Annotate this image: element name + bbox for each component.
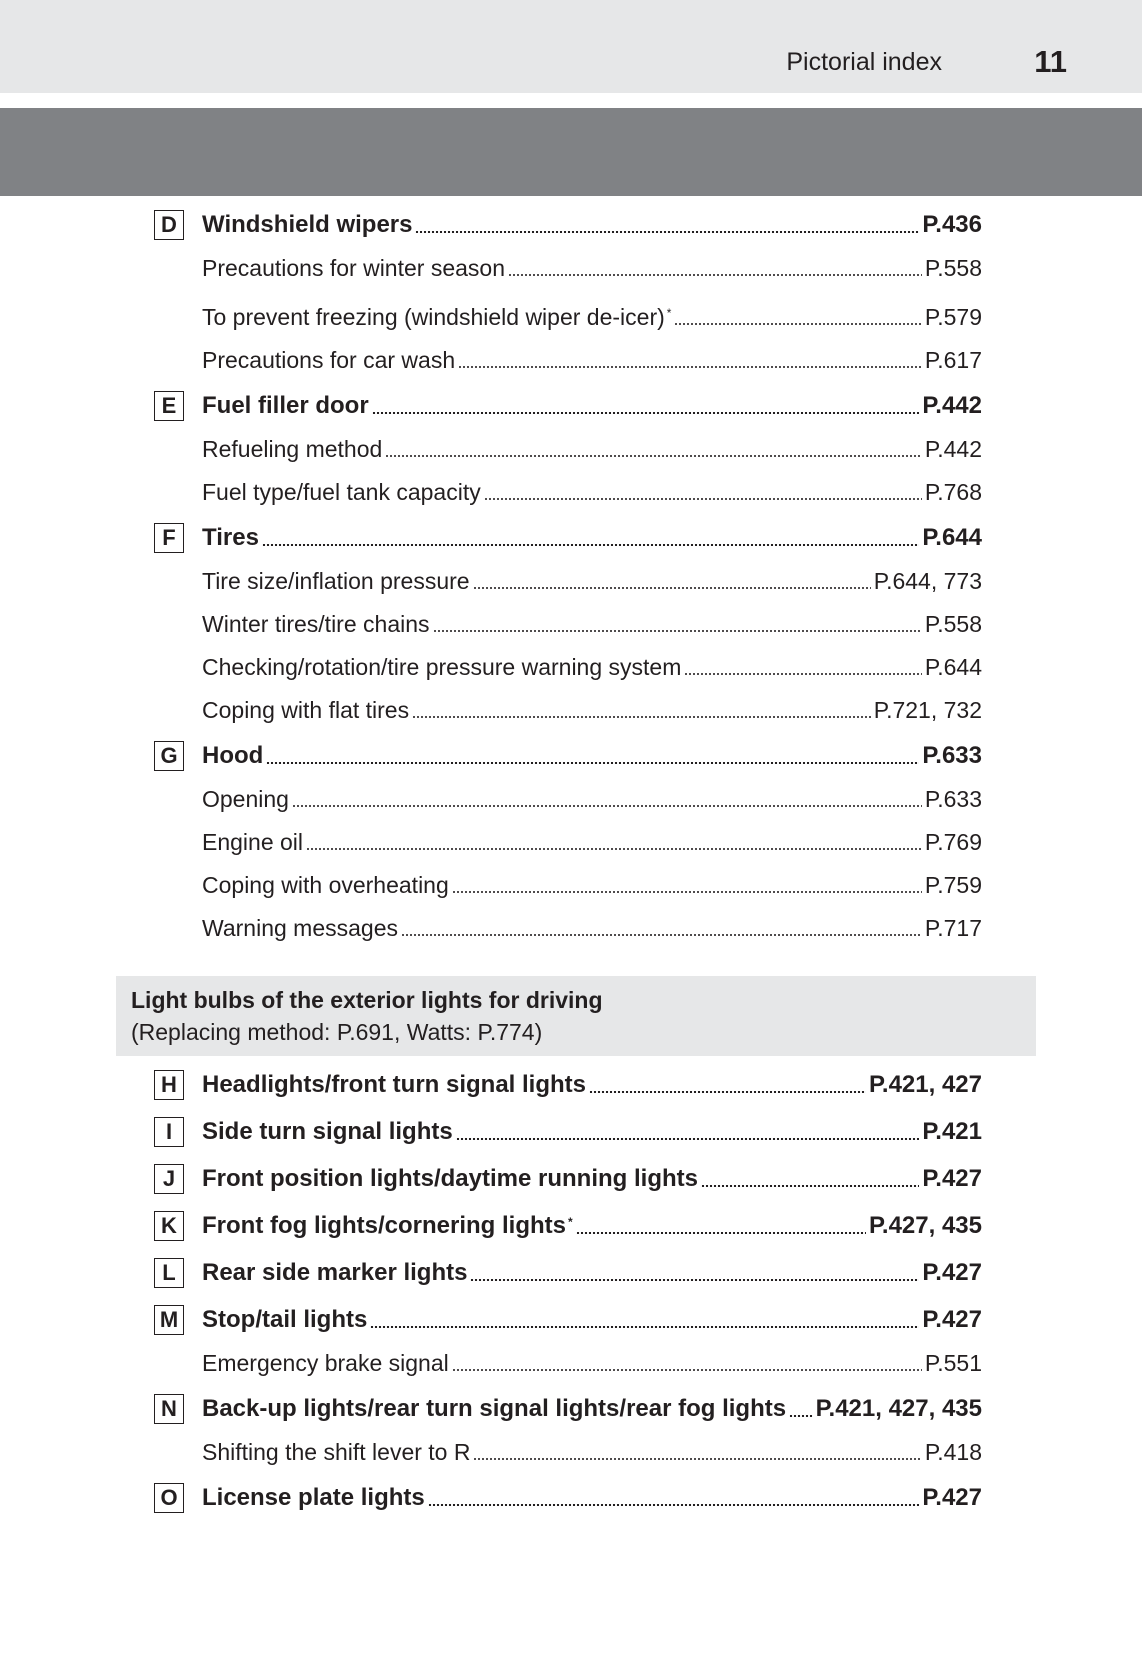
lights-box-title: Light bulbs of the exterior lights for driving [131, 987, 603, 1013]
index-heading [202, 1300, 982, 1340]
dot-leader [372, 412, 920, 414]
index-entry[interactable] [154, 1159, 982, 1199]
index-entry[interactable] [154, 647, 982, 687]
index-entry[interactable] [154, 297, 982, 337]
callout-letter: H [154, 1070, 184, 1100]
lights-box-subtitle: (Replacing method: P.691, Watts: P.774) [131, 1019, 543, 1045]
entry-label: Precautions for winter season [202, 254, 505, 281]
page-reference[interactable]: P.558 [924, 254, 982, 281]
index-subentry [202, 690, 982, 730]
index-heading [202, 1159, 982, 1199]
index-subentry [202, 297, 982, 337]
page-reference[interactable]: P.442 [924, 435, 982, 462]
callout-letter: N [154, 1394, 184, 1424]
dot-leader [508, 274, 922, 276]
page-reference[interactable]: P.427 [922, 1306, 982, 1333]
index-entry[interactable] [154, 518, 982, 558]
callout-letter: E [154, 391, 184, 421]
index-heading [202, 518, 982, 558]
index-entry[interactable] [154, 1389, 982, 1429]
dot-leader [452, 891, 922, 893]
index-subentry [202, 865, 982, 905]
index-subentry [202, 1432, 982, 1472]
index-subentry [202, 647, 982, 687]
index-subentry [202, 908, 982, 948]
page-reference[interactable]: P.558 [924, 610, 982, 637]
callout-letter: O [154, 1483, 184, 1513]
page-reference[interactable]: P.427 [922, 1259, 982, 1286]
dot-leader [789, 1415, 813, 1417]
dot-leader [576, 1232, 866, 1234]
callout-letter: D [154, 210, 184, 240]
dot-leader [456, 1138, 920, 1140]
index-subentry [202, 248, 982, 288]
page-reference[interactable]: P.644 [924, 653, 982, 680]
dot-leader [428, 1504, 920, 1506]
index-subentry [202, 779, 982, 819]
lights-info-box [116, 976, 1036, 1056]
page-reference[interactable]: P.427, 435 [868, 1212, 982, 1239]
index-entry[interactable] [154, 1478, 982, 1518]
dot-leader [589, 1091, 866, 1093]
page-reference[interactable]: P.427 [922, 1484, 982, 1511]
index-entry[interactable] [154, 736, 982, 776]
page-number: 11 [1034, 44, 1067, 79]
index-entry[interactable] [154, 690, 982, 730]
callout-letter: M [154, 1305, 184, 1335]
index-entry[interactable] [154, 1253, 982, 1293]
callout-letter: L [154, 1258, 184, 1288]
page-reference[interactable]: P.717 [924, 914, 982, 941]
entry-label: Back-up lights/rear turn signal lights/rear fog lights [202, 1395, 787, 1422]
dot-leader [674, 323, 921, 325]
entry-label: Stop/tail lights [202, 1306, 368, 1333]
index-entry[interactable] [154, 1206, 982, 1246]
dot-leader [292, 805, 922, 807]
footnote-marker: * [567, 1215, 573, 1229]
dot-leader [684, 673, 921, 675]
index-subentry [202, 822, 982, 862]
index-subentry [202, 561, 982, 601]
entry-label: Headlights/front turn signal lights [202, 1071, 586, 1098]
index-entry[interactable] [154, 561, 982, 601]
dot-leader [473, 1458, 921, 1460]
index-heading [202, 1065, 982, 1105]
dot-leader [266, 762, 919, 764]
entry-label: License plate lights [202, 1484, 425, 1511]
index-entry[interactable] [154, 908, 982, 948]
index-entry[interactable] [154, 472, 982, 512]
page-reference[interactable]: P.633 [924, 785, 982, 812]
page-reference[interactable]: P.633 [922, 742, 982, 769]
index-entry[interactable] [154, 1112, 982, 1152]
page-reference[interactable]: P.644 [922, 524, 982, 551]
dot-leader [415, 231, 919, 233]
entry-label: Front position lights/daytime running lights [202, 1165, 698, 1192]
dot-leader [370, 1326, 919, 1328]
index-heading [202, 1112, 982, 1152]
entry-label: Hood [202, 742, 264, 769]
entry-label: Shifting the shift lever to R [202, 1438, 471, 1465]
entry-label: Coping with flat tires [202, 696, 410, 723]
page-reference[interactable]: P.579 [924, 303, 982, 330]
entry-label: Coping with overheating [202, 871, 449, 898]
index-entry[interactable] [154, 429, 982, 469]
entry-label: Precautions for car wash [202, 346, 456, 373]
index-heading [202, 736, 982, 776]
callout-letter: J [154, 1164, 184, 1194]
dot-leader [412, 716, 871, 718]
entry-label: Front fog lights/cornering lights [202, 1212, 566, 1239]
dot-leader [701, 1185, 919, 1187]
entry-label: To prevent freezing (windshield wiper de-icer) [202, 303, 665, 330]
callout-letter: I [154, 1117, 184, 1147]
index-heading [202, 386, 982, 426]
index-heading [202, 1389, 982, 1429]
entry-label: Engine oil [202, 828, 304, 855]
entry-label: Tire size/inflation pressure [202, 567, 470, 594]
header-band [0, 0, 1142, 93]
dot-leader [458, 366, 922, 368]
index-entry[interactable] [154, 865, 982, 905]
page-reference[interactable]: P.644, 773 [873, 567, 982, 594]
dot-leader [473, 587, 871, 589]
index-subentry [202, 429, 982, 469]
page-reference[interactable]: P.769 [924, 828, 982, 855]
index-heading [202, 1253, 982, 1293]
page-reference[interactable]: P.421, 427, 435 [815, 1395, 982, 1422]
index-subentry [202, 1343, 982, 1383]
page-reference[interactable]: P.768 [924, 478, 982, 505]
index-heading [202, 1206, 982, 1246]
index-entry[interactable] [154, 248, 982, 288]
index-entry[interactable] [154, 340, 982, 380]
page-reference[interactable]: P.721, 732 [873, 696, 982, 723]
entry-label: Rear side marker lights [202, 1259, 468, 1286]
section-title: Pictorial index [786, 48, 942, 76]
index-entry[interactable] [154, 1432, 982, 1472]
callout-letter: G [154, 741, 184, 771]
entry-label: Tires [202, 524, 259, 551]
entry-label: Opening [202, 785, 289, 812]
dot-leader [470, 1279, 919, 1281]
entry-label: Checking/rotation/tire pressure warning system [202, 653, 682, 680]
index-entry[interactable] [154, 604, 982, 644]
entry-label: Fuel filler door [202, 392, 369, 419]
dot-leader [401, 934, 922, 936]
index-heading [202, 205, 982, 245]
index-subentry [202, 472, 982, 512]
entry-label: Fuel type/fuel tank capacity [202, 478, 481, 505]
callout-letter: F [154, 523, 184, 553]
index-subentry [202, 604, 982, 644]
dot-leader [306, 848, 922, 850]
page-reference[interactable]: P.442 [922, 392, 982, 419]
callout-letter: K [154, 1211, 184, 1241]
entry-label: Windshield wipers [202, 211, 413, 238]
entry-label: Emergency brake signal [202, 1349, 449, 1376]
entry-label: Winter tires/tire chains [202, 610, 430, 637]
page-reference[interactable]: P.759 [924, 871, 982, 898]
dot-leader [262, 544, 919, 546]
dot-leader [385, 455, 922, 457]
index-entry[interactable] [154, 1300, 982, 1340]
page-reference[interactable]: P.418 [924, 1438, 982, 1465]
page-reference[interactable]: P.421, 427 [868, 1071, 982, 1098]
index-entry[interactable] [154, 1065, 982, 1105]
dot-leader [452, 1369, 922, 1371]
page-reference[interactable]: P.427 [922, 1165, 982, 1192]
section-banner [0, 108, 1142, 196]
dot-leader [484, 498, 922, 500]
entry-label: Refueling method [202, 435, 383, 462]
page-reference[interactable]: P.551 [924, 1349, 982, 1376]
page-reference[interactable]: P.436 [922, 211, 982, 238]
index-entry[interactable] [154, 1343, 982, 1383]
entry-label: Side turn signal lights [202, 1118, 453, 1145]
index-entry[interactable] [154, 386, 982, 426]
page-reference[interactable]: P.421 [922, 1118, 982, 1145]
index-heading [202, 1478, 982, 1518]
index-entry[interactable] [154, 779, 982, 819]
dot-leader [433, 630, 922, 632]
index-entry[interactable] [154, 822, 982, 862]
entry-label: Warning messages [202, 914, 399, 941]
page-reference[interactable]: P.617 [924, 346, 982, 373]
index-subentry [202, 340, 982, 380]
footnote-marker: * [666, 306, 672, 320]
index-entry[interactable] [154, 205, 982, 245]
